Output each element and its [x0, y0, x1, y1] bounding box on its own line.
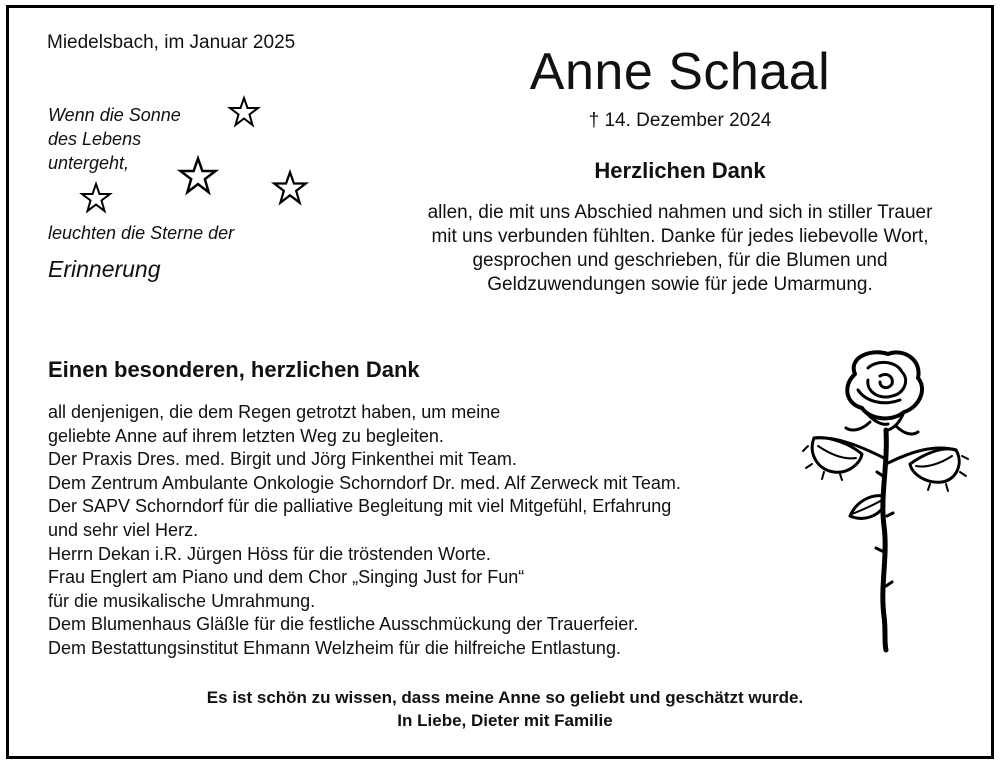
special-thanks-line: Dem Blumenhaus Gläßle für die festliche Ausschmückung der Trauerfeier. — [48, 614, 639, 635]
signature-line: In Liebe, Dieter mit Familie — [397, 711, 613, 730]
thanks-text — [380, 201, 980, 297]
thanks-line: mit uns verbunden fühlten. Danke für jedes liebevolle Wort, — [431, 226, 929, 247]
thanks-line: gesprochen und geschrieben, für die Blumen und — [472, 250, 888, 271]
special-thanks-line: Herrn Dekan i.R. Jürgen Höss für die tröstenden Worte. — [48, 543, 491, 564]
poem-line: leuchten die Sterne der — [48, 223, 235, 243]
poem-line: des Lebens — [48, 129, 142, 149]
rose-icon — [800, 346, 970, 652]
star-icon — [272, 170, 308, 206]
special-thanks-list — [48, 401, 681, 661]
death-date: † 14. Dezember 2024 — [588, 110, 772, 131]
poem-line: untergeht, — [48, 153, 130, 173]
closing-text — [100, 686, 910, 732]
special-thanks-line: geliebte Anne auf ihrem letzten Weg zu begleiten. — [48, 425, 444, 446]
special-thanks-line: all denjenigen, die dem Regen getrotzt haben, um meine — [48, 402, 501, 422]
special-thanks-line: Der SAPV Schorndorf für die palliative Begleitung mit viel Mitgefühl, Erfahrung — [48, 496, 672, 517]
thanks-heading: Herzlichen Dank — [594, 158, 766, 183]
special-thanks-heading: Einen besonderen, herzlichen Dank — [48, 357, 420, 382]
poem-line: Erinnerung — [48, 256, 161, 282]
special-thanks-line: Dem Zentrum Ambulante Onkologie Schorndorf Dr. med. Alf Zerweck mit Team. — [48, 472, 681, 493]
poem-block — [48, 103, 181, 175]
thanks-line: allen, die mit uns Abschied nahmen und sich in stiller Trauer — [427, 202, 933, 223]
thanks-line: Geldzuwendungen sowie für jede Umarmung. — [487, 274, 873, 295]
star-icon — [80, 182, 112, 214]
special-thanks-line: Dem Bestattungsinstitut Ehmann Welzheim für die hilfreiche Entlastung. — [48, 637, 621, 658]
deceased-name: Anne Schaal — [529, 43, 831, 101]
star-icon — [228, 96, 260, 128]
poem-line: Wenn die Sonne — [48, 105, 181, 125]
special-thanks-line: für die musikalische Umrahmung. — [48, 590, 316, 611]
special-thanks-line: Frau Englert am Piano und dem Chor „Singing Just for Fun“ — [48, 567, 525, 588]
star-icon — [178, 156, 218, 196]
special-thanks-line: Der Praxis Dres. med. Birgit und Jörg Finkenthei mit Team. — [48, 449, 517, 470]
place-date: Miedelsbach, im Januar 2025 — [47, 32, 296, 53]
special-thanks-line: und sehr viel Herz. — [48, 519, 199, 540]
closing-line: Es ist schön zu wissen, dass meine Anne so geliebt und geschätzt wurde. — [206, 688, 804, 707]
